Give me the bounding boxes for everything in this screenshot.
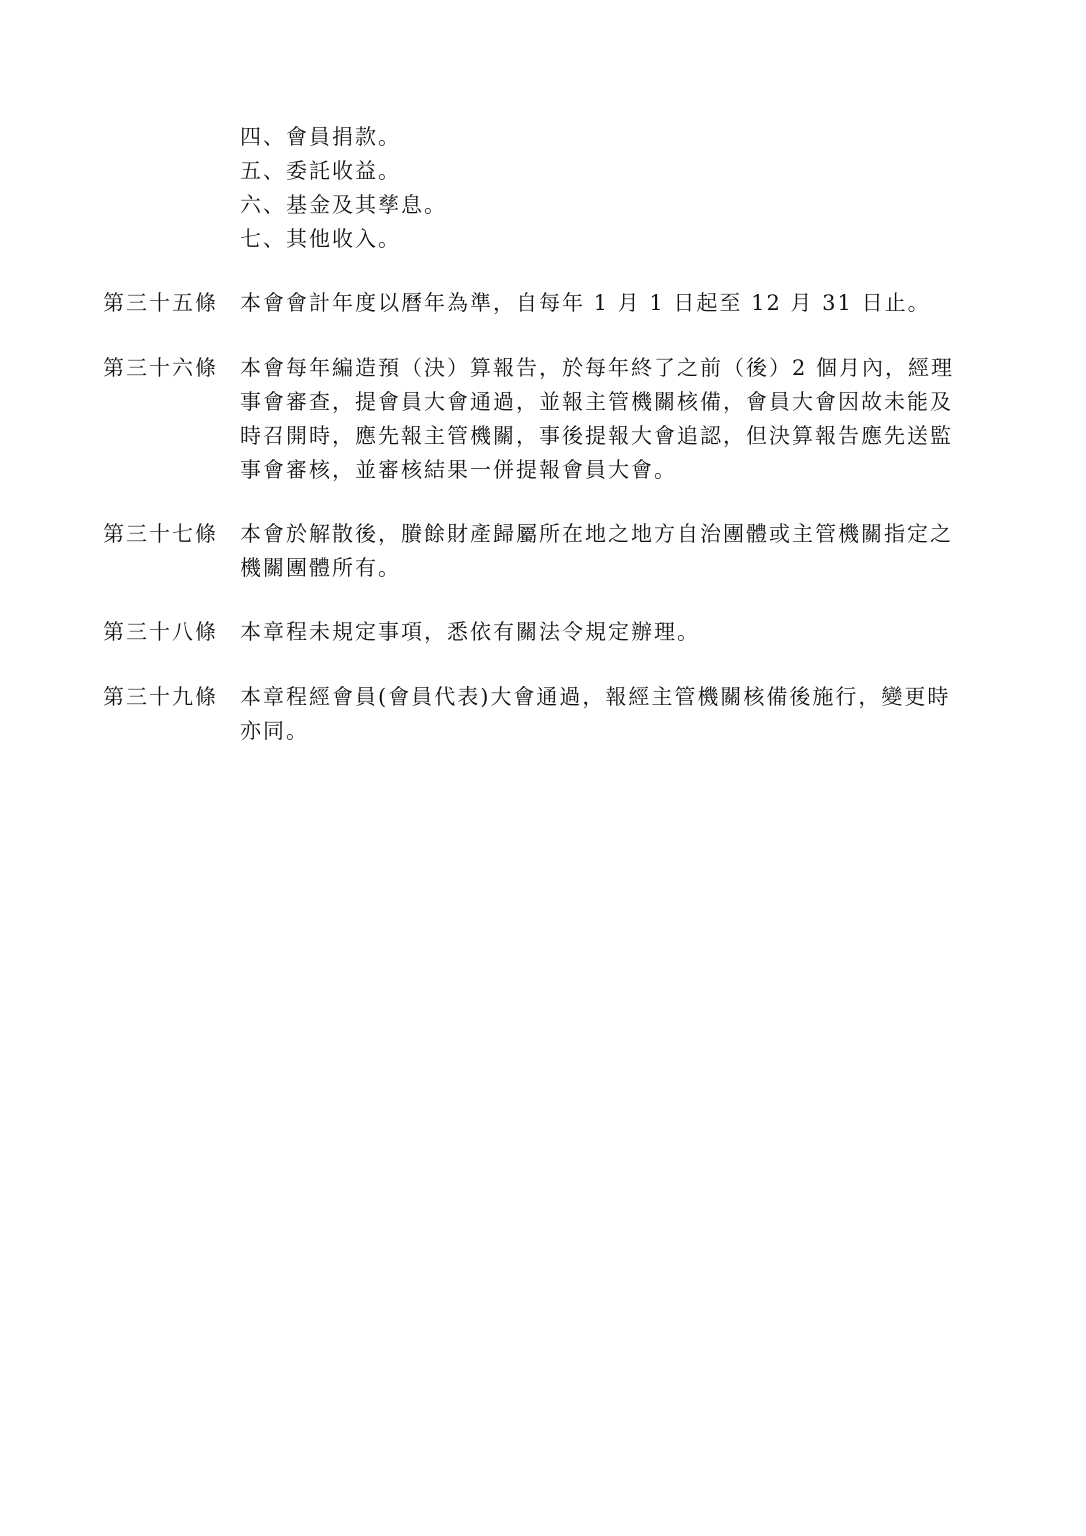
- income-item: 六、基金及其孳息。: [240, 193, 447, 217]
- article-text-line: 事會審核，並審核結果一併提報會員大會。: [240, 458, 677, 482]
- article-text-line: 機關團體所有。: [240, 556, 401, 580]
- article-number: 第三十八條: [103, 620, 218, 644]
- article-number: 第三十五條: [103, 291, 218, 315]
- article-text-line: 本章程經會員(會員代表)大會通過，報經主管機關核備後施行，變更時: [240, 685, 951, 709]
- article-text-line: 亦同。: [240, 719, 309, 743]
- article-text-line: 本會每年編造預（決）算報告，於每年終了之前（後）2 個月內，經理: [240, 356, 955, 380]
- article-number: 第三十九條: [103, 685, 218, 709]
- article-number: 第三十七條: [103, 522, 218, 546]
- article-text-line: 時召開時，應先報主管機關，事後提報大會追認，但決算報告應先送監: [240, 424, 953, 448]
- article-text-line: 本章程未規定事項，悉依有關法令規定辦理。: [240, 620, 700, 644]
- income-item: 五、委託收益。: [240, 159, 401, 183]
- income-item: 七、其他收入。: [240, 227, 401, 251]
- income-item: 四、會員捐款。: [240, 125, 401, 149]
- article-number: 第三十六條: [103, 356, 218, 380]
- article-text-line: 本會會計年度以曆年為準，自每年 1 月 1 日起至 12 月 31 日止。: [240, 291, 931, 315]
- article-text-line: 事會審查，提會員大會通過，並報主管機關核備，會員大會因故未能及: [240, 390, 953, 414]
- article-text-line: 本會於解散後，賸餘財產歸屬所在地之地方自治團體或主管機關指定之: [240, 522, 953, 546]
